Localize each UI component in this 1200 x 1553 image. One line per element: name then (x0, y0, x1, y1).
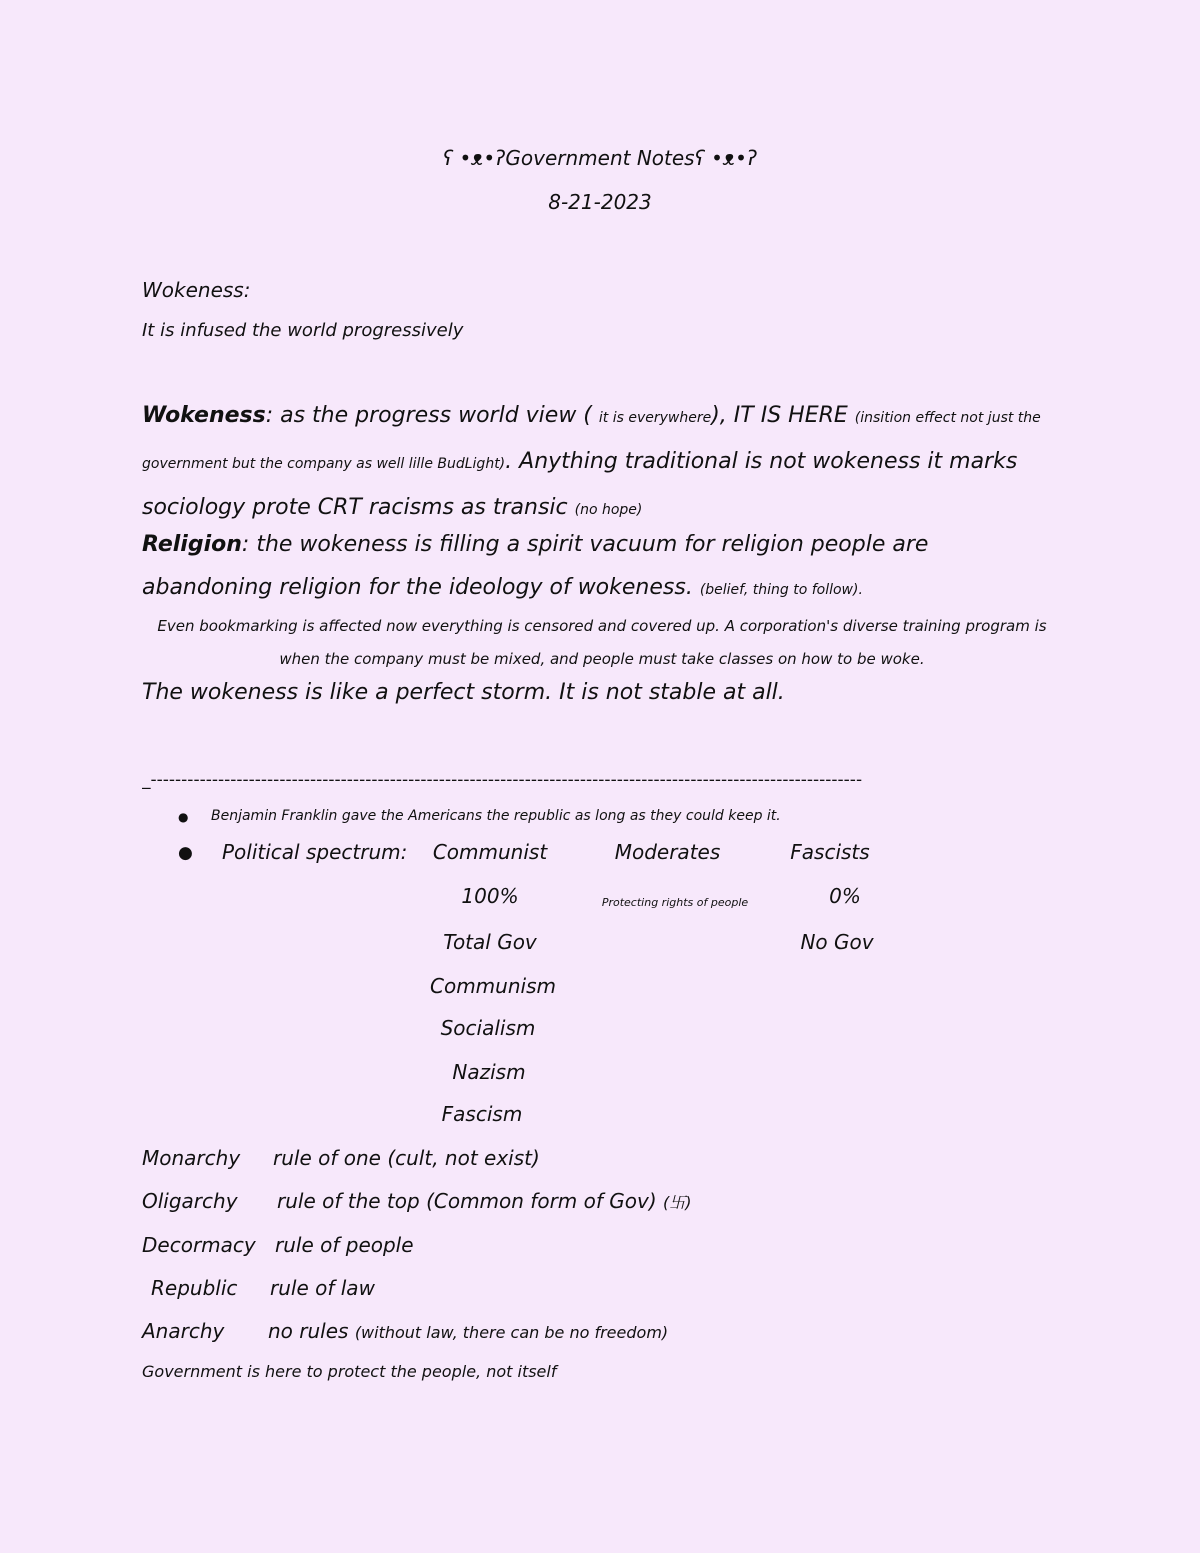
gov-desc-extra: (without law, there can be no freedom) (354, 1323, 669, 1342)
p1-small-2: (insition effect not just the government but the company as well lille BudLight) (142, 410, 1041, 472)
gov-desc (268, 1319, 668, 1343)
left-list-item: Socialism (440, 1016, 536, 1040)
intro-line: It is infused the world progressively (142, 320, 464, 341)
gov-name: Monarchy (142, 1146, 241, 1170)
left-list-item: Fascism (441, 1102, 523, 1126)
p1-text-3: . Anything traditional is not wokeness it marks sociology prote CRT racisms as transic (142, 449, 1018, 520)
left-list-item: Communism (430, 974, 556, 998)
gov-name: Decormacy (142, 1233, 256, 1257)
page-date: 8-21-2023 (548, 190, 652, 214)
spectrum-moderates: Moderates (614, 840, 721, 864)
gov-desc-extra: (卐) (663, 1193, 692, 1212)
wokeness-term: Wokeness (142, 403, 266, 428)
left-list-item: Nazism (452, 1060, 526, 1084)
no-gov: No Gov (800, 930, 874, 954)
gov-name: Anarchy (142, 1319, 225, 1343)
wokeness-paragraph (142, 394, 1062, 532)
intro-heading: Wokeness: (142, 278, 251, 302)
closing-line: Government is here to protect the people, not itself (142, 1362, 557, 1381)
page-title: ʕ •ᴥ•ʔGovernment Notesʕ •ᴥ•ʔ (442, 146, 758, 170)
spectrum-pct-right: 0% (829, 884, 861, 908)
p1-small-1: it is everywhere (598, 410, 712, 426)
religion-paragraph (142, 523, 1062, 612)
gov-desc-text: no rules (268, 1319, 355, 1343)
gov-name: Republic (151, 1276, 238, 1300)
p2-text-1: : the wokeness is filling a spirit vacuum for religion people are abandoning religion for the ideology of wokeness. (142, 532, 929, 600)
gov-desc: rule of people (275, 1233, 414, 1257)
divider: _-------------------------------------------------------------------------------------------------------------------- (142, 770, 863, 790)
gov-name: Oligarchy (142, 1189, 238, 1213)
spectrum-pct-left: 100% (461, 884, 519, 908)
total-gov: Total Gov (443, 930, 537, 954)
storm-line: The wokeness is like a perfect storm. It is not stable at all. (142, 680, 785, 705)
gov-desc: rule of law (270, 1276, 375, 1300)
franklin-bullet: Benjamin Franklin gave the Americans the republic as long as they could keep it. (211, 808, 781, 824)
spectrum-fascists: Fascists (790, 840, 870, 864)
gov-desc: rule of one (cult, not exist) (273, 1146, 540, 1170)
religion-term: Religion (142, 532, 242, 557)
p1-small-3: (no hope) (574, 502, 643, 518)
p2-small-1: (belief, thing to follow). (699, 582, 863, 598)
gov-desc (277, 1189, 692, 1213)
bookmarking-quote: Even bookmarking is affected now everything is censored and covered up. A corporation's diverse training program is when the company must be mixed, and people must take classes on how to be woke. (157, 617, 1047, 668)
gov-desc-text: rule of the top (Common form of Gov) (277, 1189, 664, 1213)
spectrum-communist: Communist (432, 840, 548, 864)
bullet-dot: ● (178, 810, 189, 824)
bullet-dot: ● (178, 843, 193, 863)
moderates-note: Protecting rights of people (601, 896, 749, 909)
p1-text-2: ), IT IS HERE (711, 403, 855, 428)
spectrum-label: Political spectrum: (222, 840, 408, 864)
p1-text-1: : as the progress world view ( (265, 403, 599, 428)
